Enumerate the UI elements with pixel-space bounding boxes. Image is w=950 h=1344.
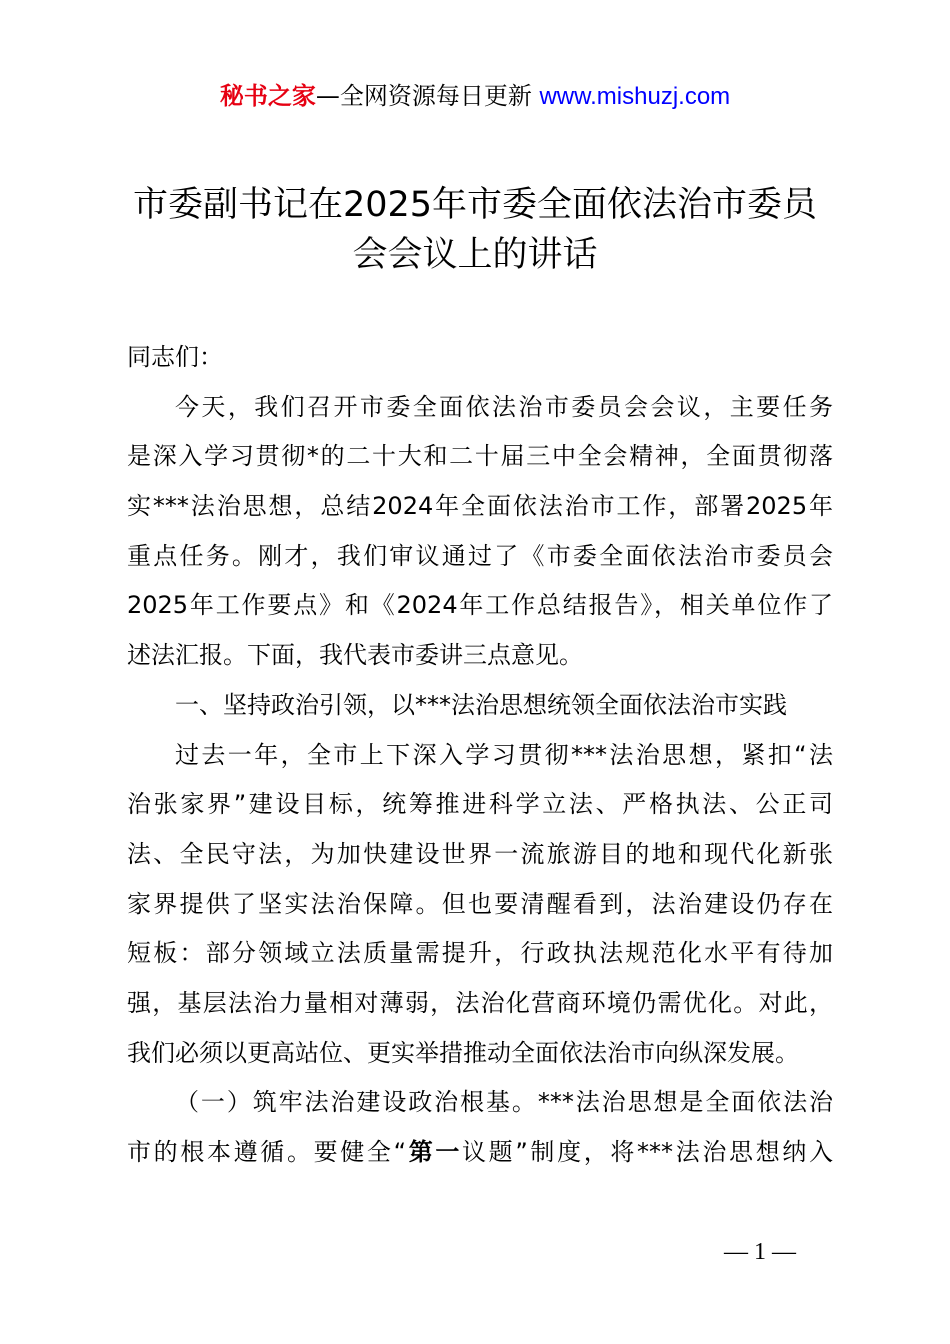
paragraph-line: 是深入学习贯彻*的二十大和二十届三中全会精神，全面贯彻落 [127, 442, 833, 471]
paragraph-line: 短板：部分领域立法质量需提升，行政执法规范化水平有待加 [127, 939, 833, 968]
paragraph-line: 实***法治思想，总结2024年全面依法治市工作，部署2025年 [127, 492, 833, 521]
document-body [127, 333, 833, 1178]
paragraph-line: 家界提供了坚实法治保障。但也要清醒看到，法治建设仍存在 [127, 889, 833, 918]
paragraph-text: 市的根本遵循。要健全“ [127, 1138, 407, 1166]
paragraph-line: 我们必须以更高站位、更实举措推动全面依法治市向纵深发展。 [127, 1038, 799, 1067]
document-title [0, 180, 950, 280]
page-number: — 1 — [724, 1239, 796, 1265]
paragraph-line: 过去一年，全市上下深入学习贯彻***法治思想，紧扣“法 [175, 740, 833, 769]
site-url-link[interactable]: www.mishuzj.com [539, 83, 731, 110]
title-line-1: 市委副书记在2025年市委全面依法治市委员 [132, 185, 818, 225]
greeting: 同志们： [127, 343, 223, 371]
paragraph-line: 治张家界”建设目标，统筹推进科学立法、严格执法、公正司 [127, 790, 833, 819]
subsection-heading-line: （一）筑牢法治建设政治根基。***法治思想是全面依法治 [175, 1088, 833, 1117]
paragraph-line [127, 1128, 833, 1178]
site-brand: 秘书之家 [219, 82, 316, 110]
paragraph-text: 议题”制度，将***法治思想纳入 [462, 1138, 834, 1166]
paragraph-line: 2025年工作要点》和《2024年工作总结报告》，相关单位作了 [127, 591, 833, 620]
paragraph-line: 法、全民守法，为加快建设世界一流旅游目的地和现代化新张 [127, 839, 833, 868]
paragraph-line: 强，基层法治力量相对薄弱，法治化营商环境仍需优化。对此， [127, 988, 833, 1017]
paragraph-line: 述法汇报。下面，我代表市委讲三点意见。 [127, 641, 583, 670]
section-heading: 一、坚持政治引领，以***法治思想统领全面依法治市实践 [175, 690, 787, 719]
paragraph-line: 重点任务。刚才，我们审议通过了《市委全面依法治市委员会 [127, 541, 833, 570]
site-tagline: —全网资源每日更新 [315, 82, 540, 110]
site-header [0, 80, 950, 113]
emphasis-text: 第一 [406, 1138, 463, 1166]
paragraph-line: 今天，我们召开市委全面依法治市委员会会议，主要任务 [175, 392, 833, 421]
title-line-2: 会会议上的讲话 [352, 235, 598, 275]
